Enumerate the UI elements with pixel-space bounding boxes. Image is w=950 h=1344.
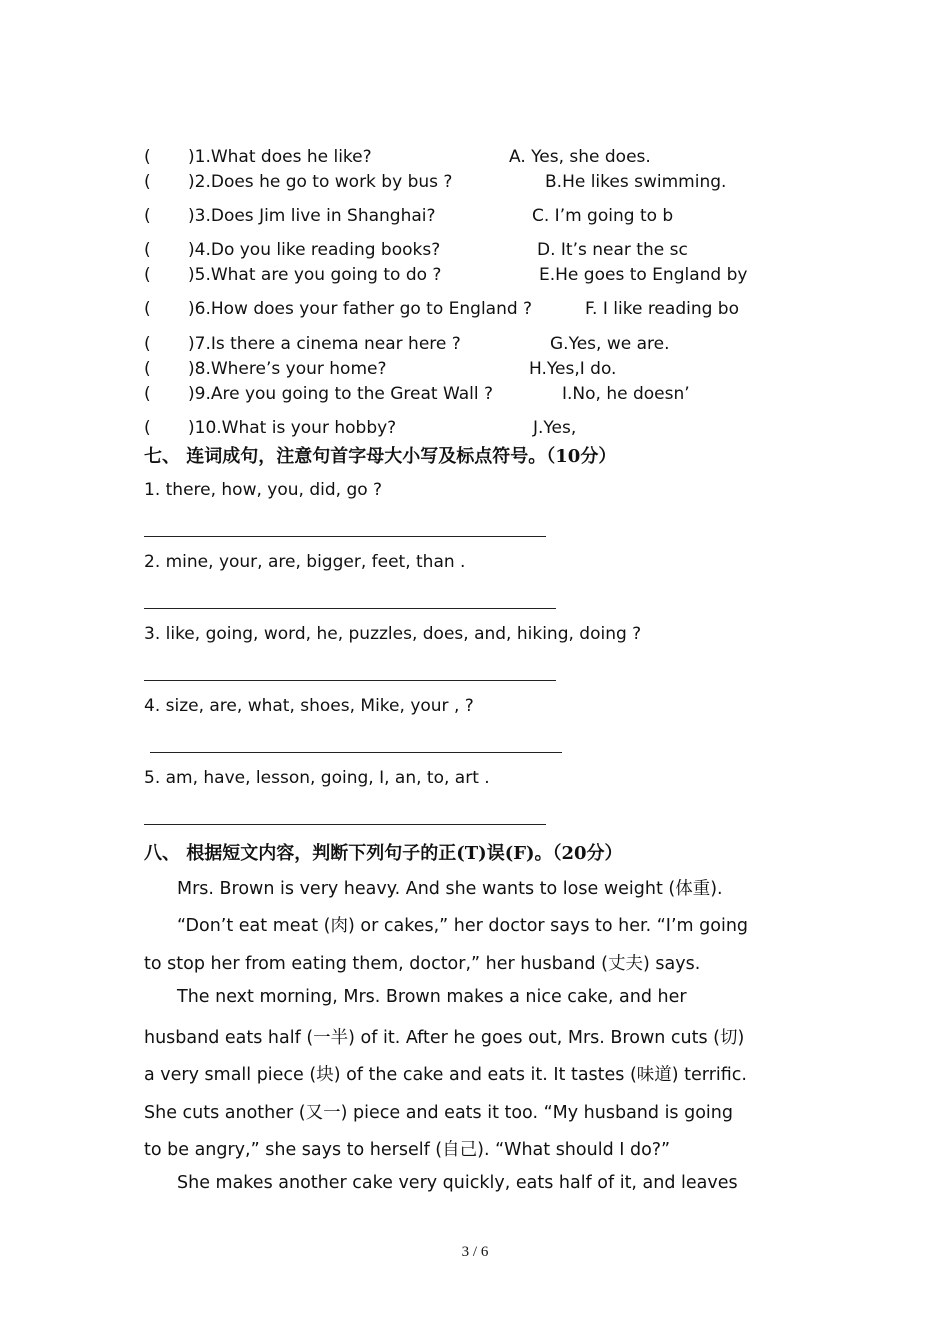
word-list-item: 1. there, how, you, did, go ?: [144, 480, 383, 500]
answer-line[interactable]: [144, 536, 546, 537]
passage-line: a very small piece (块) of the cake and eats it. It tastes (味道) terrific.: [144, 1065, 747, 1085]
answer-option: E.He goes to England by: [539, 265, 748, 285]
answer-bracket: (: [144, 147, 151, 167]
question-text: )9.Are you going to the Great Wall ?: [188, 384, 494, 404]
passage-line: to be angry,” she says to herself (自己). “What should I do?”: [144, 1140, 671, 1160]
answer-bracket: (: [144, 172, 151, 192]
word-list-item: 4. size, are, what, shoes, Mike, your , ?: [144, 696, 474, 716]
passage-line: Mrs. Brown is very heavy. And she wants to lose weight (体重).: [177, 879, 723, 899]
question-text: )3.Does Jim live in Shanghai?: [188, 206, 436, 226]
answer-bracket: (: [144, 206, 151, 226]
question-text: )7.Is there a cinema near here ?: [188, 334, 461, 354]
question-text: )10.What is your hobby?: [188, 418, 397, 438]
answer-bracket: (: [144, 265, 151, 285]
answer-option: H.Yes,I do.: [529, 359, 617, 379]
question-text: )4.Do you like reading books?: [188, 240, 441, 260]
answer-line[interactable]: [144, 824, 546, 825]
section-8-heading: 八、 根据短文内容，判断下列句子的正(T)误(F)。（20分）: [144, 843, 623, 864]
passage-line: The next morning, Mrs. Brown makes a nice cake, and her: [177, 987, 687, 1007]
passage-line: She makes another cake very quickly, eats half of it, and leaves: [177, 1173, 738, 1193]
answer-line[interactable]: [144, 680, 556, 681]
passage-line: She cuts another (又一) piece and eats it too. “My husband is going: [144, 1103, 733, 1123]
answer-option: F. I like reading bo: [585, 299, 739, 319]
answer-option: I.No, he doesn’: [562, 384, 690, 404]
answer-option: D. It’s near the sc: [537, 240, 688, 260]
passage-line: “Don’t eat meat (肉) or cakes,” her doctor says to her. “I’m going: [177, 916, 749, 936]
answer-option: A. Yes, she does.: [509, 147, 651, 167]
question-text: )5.What are you going to do ?: [188, 265, 442, 285]
answer-bracket: (: [144, 299, 151, 319]
answer-option: G.Yes, we are.: [550, 334, 670, 354]
word-list-item: 3. like, going, word, he, puzzles, does, and, hiking, doing ?: [144, 624, 642, 644]
answer-bracket: (: [144, 334, 151, 354]
page-number: 3 / 6: [461, 1244, 489, 1260]
question-text: )8.Where’s your home?: [188, 359, 387, 379]
question-text: )6.How does your father go to England ?: [188, 299, 533, 319]
passage-line: husband eats half (一半) of it. After he goes out, Mrs. Brown cuts (切): [144, 1028, 745, 1048]
answer-option: B.He likes swimming.: [545, 172, 727, 192]
answer-option: J.Yes,: [533, 418, 577, 438]
question-text: )2.Does he go to work by bus ?: [188, 172, 453, 192]
answer-line[interactable]: [150, 752, 562, 753]
question-text: )1.What does he like?: [188, 147, 372, 167]
answer-line[interactable]: [144, 608, 556, 609]
word-list-item: 2. mine, your, are, bigger, feet, than .: [144, 552, 466, 572]
answer-bracket: (: [144, 240, 151, 260]
answer-option: C. I’m going to b: [532, 206, 674, 226]
word-list-item: 5. am, have, lesson, going, I, an, to, art .: [144, 768, 490, 788]
section-7-heading: 七、 连词成句，注意句首字母大小写及标点符号。（10分）: [144, 446, 617, 467]
answer-bracket: (: [144, 384, 151, 404]
answer-bracket: (: [144, 418, 151, 438]
passage-line: to stop her from eating them, doctor,” her husband (丈夫) says.: [144, 954, 701, 974]
answer-bracket: (: [144, 359, 151, 379]
